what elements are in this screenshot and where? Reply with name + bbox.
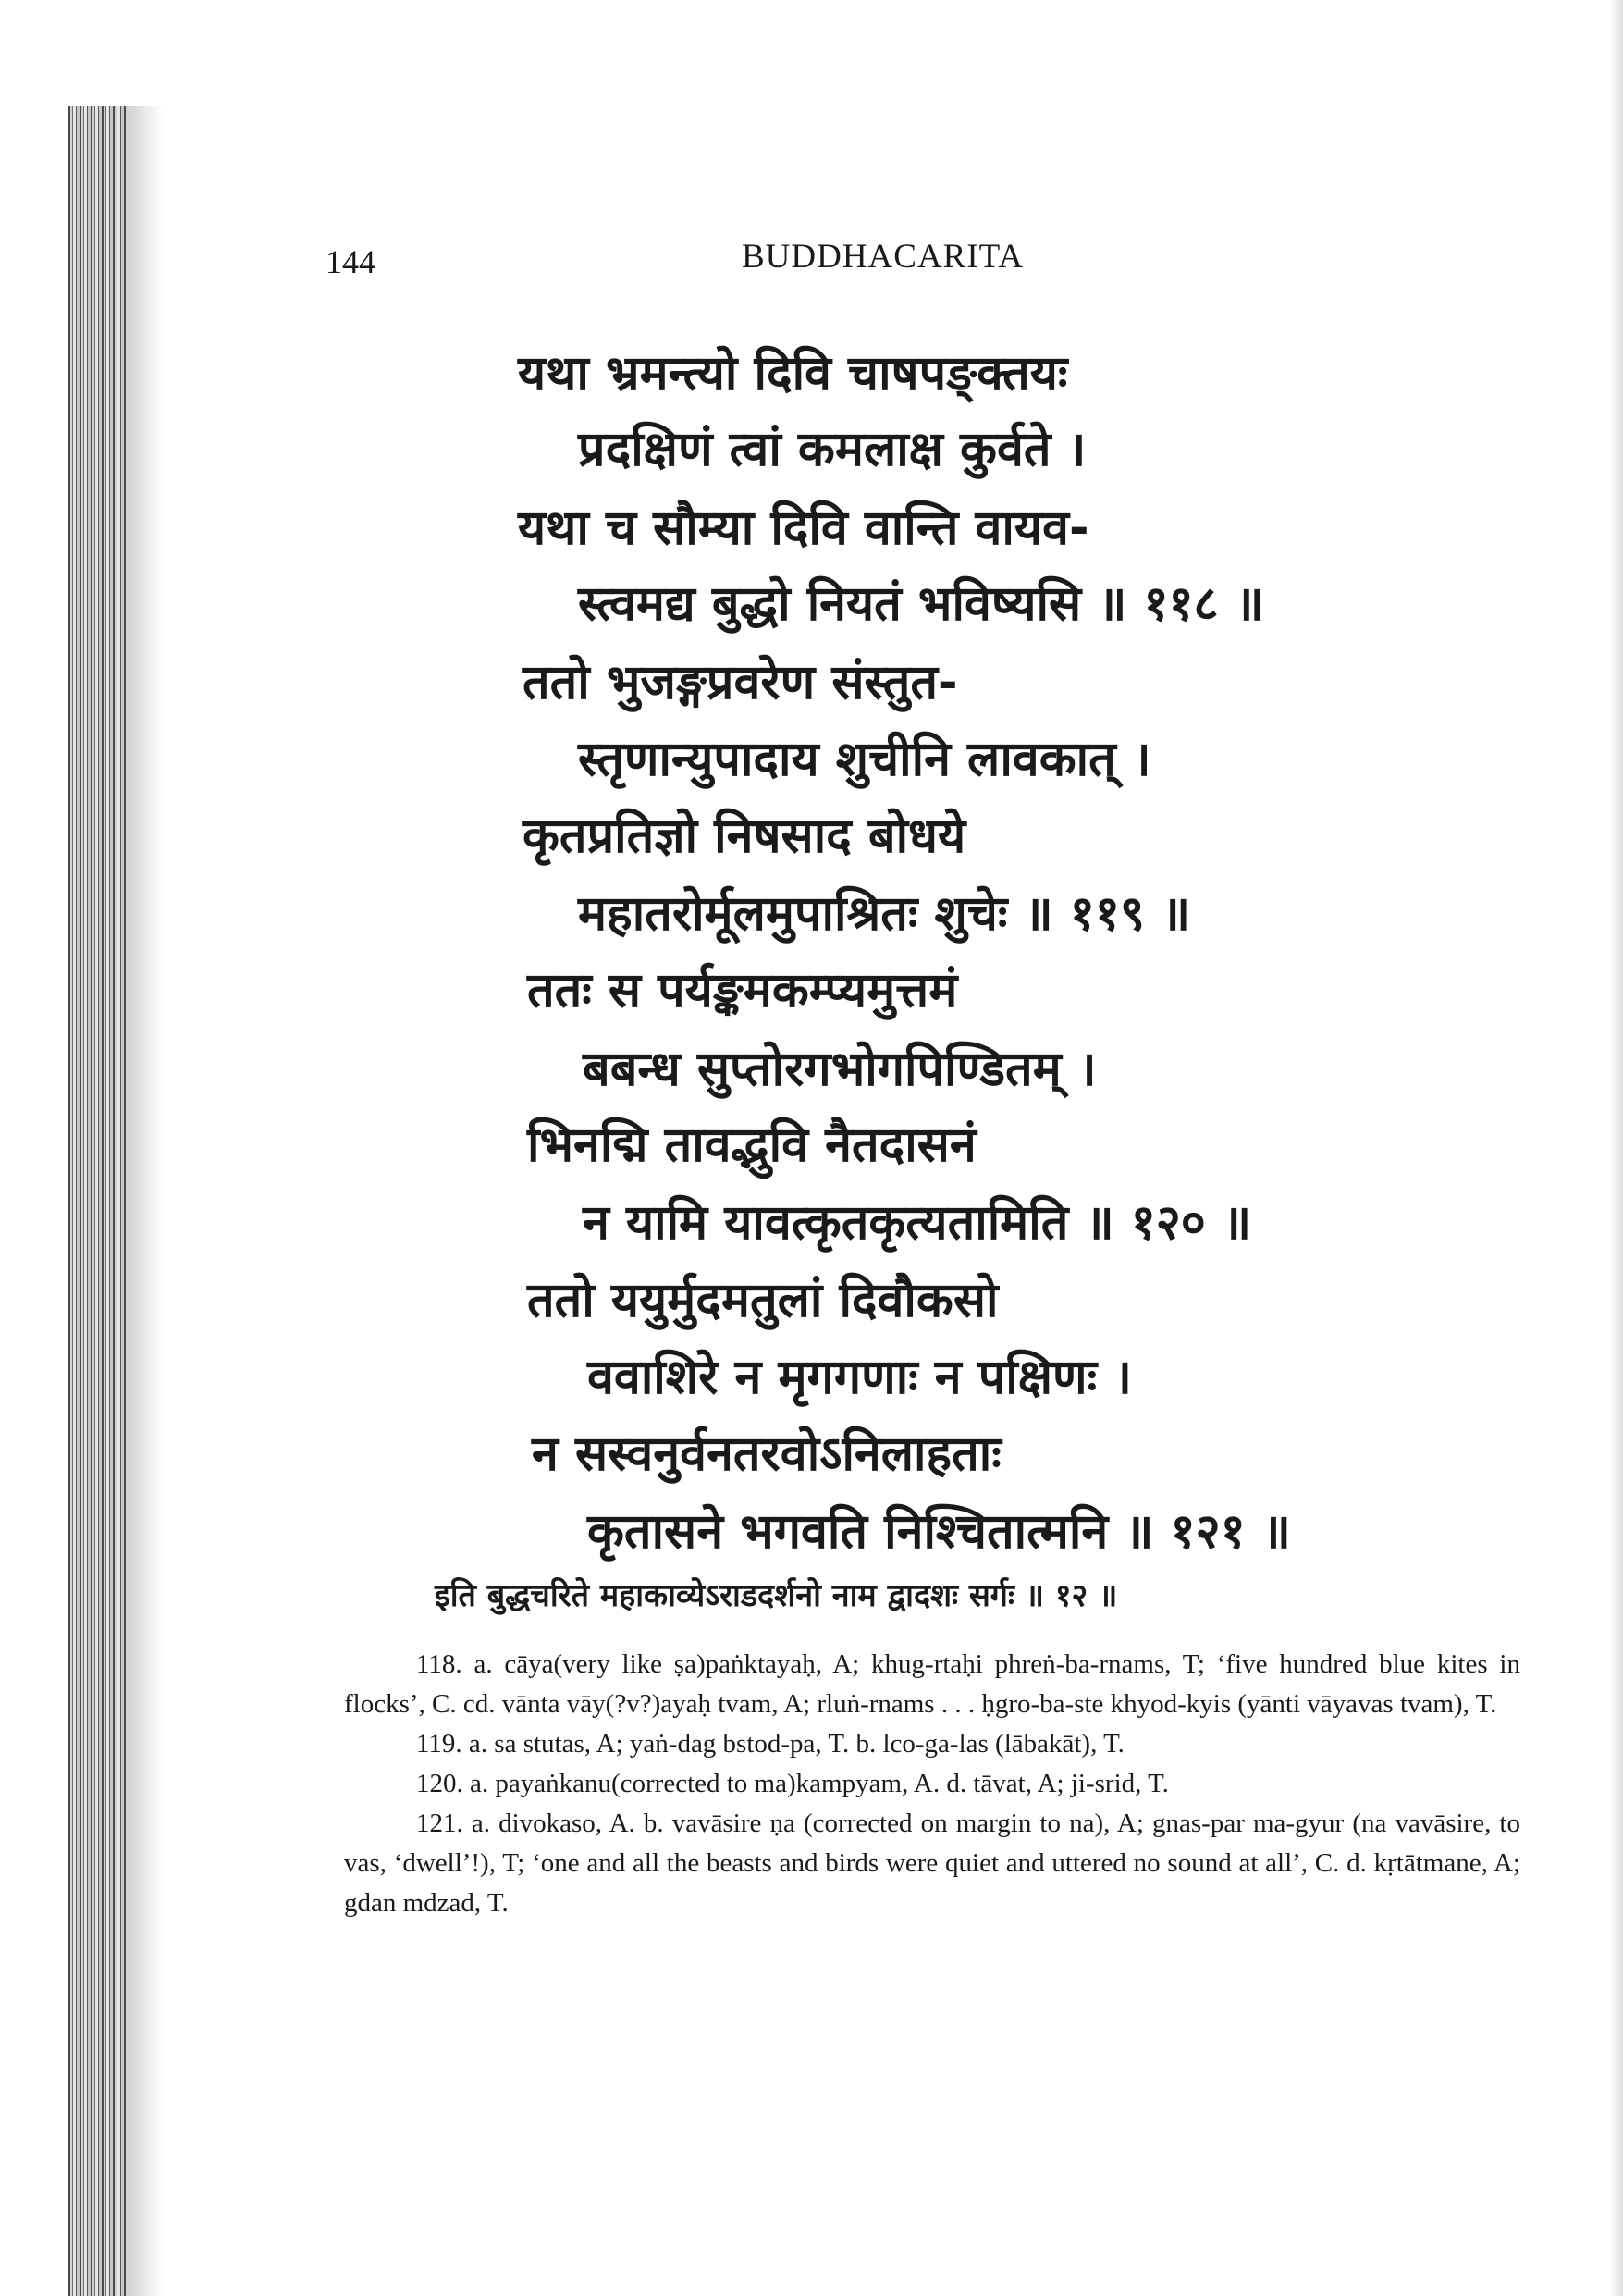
verse-line: बबन्ध सुप्तोरगभोगपिण्डितम् । bbox=[583, 1042, 1097, 1097]
footnote: 120. a. payaṅkanu(corrected to ma)kampyam, A. d. tāvat, A; ji-srid, T. bbox=[416, 1769, 1169, 1798]
footnote: 118. a. cāya(very like ṣa)paṅktayaḥ, A; khug-rtaḥi phreṅ-ba-rnams, T; ‘five hundred blue kites in flocks’, C. cd. vānta vāy(?v?)ayaḥ tvam, A; rluṅ-rnams . . . ḥgro-ba-ste khyod-kyis (yānti vāyavas tvam), T. bbox=[344, 1649, 1520, 1719]
book-gutter bbox=[68, 106, 126, 2296]
footnote: 121. a. divokaso, A. b. vavāsire ṇa (corrected on margin to na), A; gnas-par ma-gyur (na vavāsire, to vas, ‘dwell’!), T; ‘one and all the beasts and birds were quiet and uttered no sound at all’, C. d. kṛtātmane, A; gdan mdzad, T. bbox=[344, 1808, 1520, 1918]
page-edge bbox=[1610, 0, 1623, 2296]
verse-line: न सस्वनुर्वनतरवोऽनिलाहताः bbox=[532, 1426, 1002, 1482]
verse-line: कृतासने भगवति निश्चितात्मनि ॥ १२१ ॥ bbox=[587, 1504, 1291, 1560]
verse-line: न यामि यावत्कृतकृत्यतामिति ॥ १२० ॥ bbox=[583, 1195, 1252, 1251]
footnotes bbox=[344, 1645, 1520, 1923]
verse-line: ततो ययुर्मुदमतुलां दिवौकसो bbox=[527, 1273, 999, 1328]
running-head: BUDDHACARITA bbox=[742, 238, 1025, 276]
verse-line: यथा च सौम्या दिवि वान्ति वायव- bbox=[518, 500, 1089, 556]
verse-line: स्त्वमद्य बुद्धो नियतं भविष्यसि ॥ ११८ ॥ bbox=[578, 576, 1264, 632]
verse-line: ततः स पर्यङ्कमकम्प्यमुत्तमं bbox=[527, 963, 958, 1018]
verse-line: ततो भुजङ्गप्रवरेण संस्तुत- bbox=[523, 655, 958, 710]
verse-line: यथा भ्रमन्त्यो दिवि चाषपङ्क्तयः bbox=[518, 346, 1068, 401]
footnote: 119. a. sa stutas, A; yaṅ-dag bstod-pa, T. b. lco-ga-las (lābakāt), T. bbox=[416, 1729, 1125, 1759]
verse-line: भिनद्मि तावद्भुवि नैतदासनं bbox=[527, 1117, 977, 1173]
verse-line: कृतप्रतिज्ञो निषसाद बोधये bbox=[523, 809, 966, 864]
verse-line: ववाशिरे न मृगगणाः न पक्षिणः । bbox=[587, 1350, 1132, 1405]
chapter-colophon: इति बुद्धचरिते महाकाव्येऽराडदर्शनो नाम द्वादशः सर्गः ॥ १२ ॥ bbox=[435, 1577, 1118, 1614]
verse-line: स्तृणान्युपादाय शुचीनि लावकात् । bbox=[578, 732, 1151, 787]
gutter-shadow bbox=[126, 106, 163, 2296]
verse-line: महातरोर्मूलमुपाश्रितः शुचेः ॥ ११९ ॥ bbox=[578, 886, 1191, 942]
page-number: 144 bbox=[326, 243, 375, 280]
verse-line: प्रदक्षिणं त्वां कमलाक्ष कुर्वते । bbox=[578, 422, 1087, 477]
